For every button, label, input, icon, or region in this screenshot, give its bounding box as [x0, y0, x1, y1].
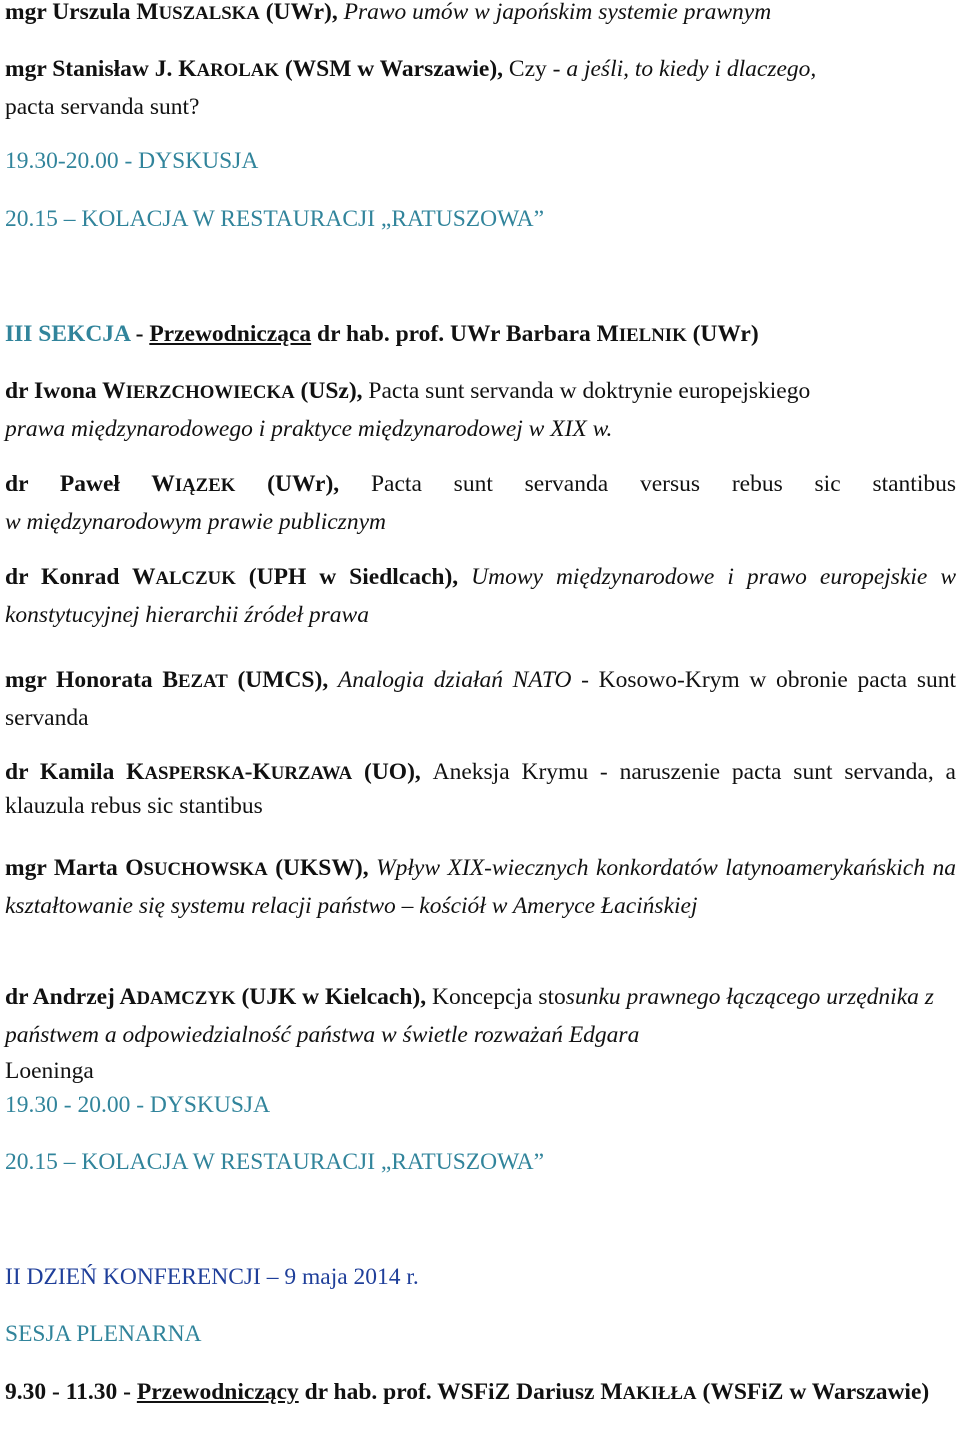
talk-title: Aneksja Krymu - naruszenie pacta sunt servanda, a klauzula rebus sic stantibus: [5, 759, 956, 819]
talk-title-rest: - Kosowo-Krym w obronie pacta sunt servanda: [5, 667, 956, 731]
talk-title-italic: a jeśli, to kiedy i dlaczego,: [566, 56, 817, 82]
talk-title: Pacta sunt servanda versus rebus sic stantibus: [370, 471, 957, 497]
talk-title-plain: Koncepcja sto: [432, 984, 566, 1010]
talk-wiazek: [5, 466, 956, 540]
talk-karolak: [5, 51, 956, 125]
section-3-heading: III SEKCJA - Przewodnicząca dr hab. prof. UWr Barbara MIELNIK (UWr): [5, 321, 759, 347]
discussion-2: 19.30 - 20.00 - DYSKUSJA: [5, 1092, 271, 1118]
talk-title-end: pacta servanda sunt?: [5, 94, 200, 120]
speaker-name: dr Konrad WALCZUK (UPH w Siedlcach),: [5, 564, 472, 590]
speaker-name: dr Kamila KASPERSKA-KURZAWA (UO),: [5, 759, 433, 785]
talk-title: Umowy międzynarodowe i prawo europejskie w konstytucyjnej hierarchii źródeł prawa: [5, 564, 956, 628]
talk-title: Prawo umów w japońskim systemie prawnym: [343, 0, 772, 25]
section-label: III SEKCJA: [5, 321, 130, 347]
speaker-name: dr Andrzej ADAMCZYK (UJK w Kielcach),: [5, 984, 433, 1010]
dinner-1: 20.15 – KOLACJA W RESTAURACJI „RATUSZOWA”: [5, 206, 545, 232]
speaker-name: mgr Stanisław J. KAROLAK (WSM w Warszawie),: [5, 56, 509, 82]
session-time: 9.30 - 11.30 -: [5, 1379, 137, 1405]
day-2-heading: II DZIEŃ KONFERENCJI – 9 maja 2014 r.: [5, 1264, 419, 1290]
dinner-2: 20.15 – KOLACJA W RESTAURACJI „RATUSZOWA”: [5, 1149, 545, 1175]
discussion-1: 19.30-20.00 - DYSKUSJA: [5, 148, 259, 174]
speaker-name: mgr Honorata BEZAT (UMCS),: [5, 667, 338, 693]
talk-title-end: Loeninga: [5, 1058, 94, 1084]
talk-muszalska: [5, 0, 956, 32]
chair-role: Przewodniczący: [136, 1379, 299, 1405]
plenary-chair: 9.30 - 11.30 - Przewodniczący dr hab. prof. WSFiZ Dariusz MAKIŁŁA (WSFiZ w Warszawie): [5, 1379, 930, 1405]
speaker-name: dr Paweł WIĄZEK (UWr),: [5, 471, 371, 497]
talk-title: Pacta sunt servanda w doktrynie europejskiego: [368, 378, 811, 404]
speaker-name: mgr Urszula MUSZALSKA (UWr),: [5, 0, 344, 25]
talk-bezat: [5, 662, 956, 736]
talk-adamczyk: [5, 979, 956, 1089]
plenary-session-heading: SESJA PLENARNA: [5, 1321, 202, 1347]
chair-role: Przewodnicząca: [149, 321, 312, 347]
speaker-name: mgr Marta OSUCHOWSKA (UKSW),: [5, 855, 377, 881]
talk-wierzchowiecka: [5, 373, 956, 447]
talk-title-italic: prawa międzynarodowego i praktyce międzynarodowej w XIX w.: [5, 416, 613, 442]
talk-title: Wpływ XIX-wiecznych konkordatów latynoamerykańskich na kształtowanie się systemu relacji państwo – kościół w Ameryce Łacińskiej: [5, 855, 956, 919]
talk-osuchowska: [5, 850, 956, 924]
talk-title-italic: w międzynarodowym prawie publicznym: [5, 509, 386, 535]
talk-title-italic: Analogia działań NATO: [337, 667, 572, 693]
talk-title-part: Czy -: [508, 56, 567, 82]
speaker-name: dr Iwona WIERZCHOWIECKA (USz),: [5, 378, 369, 404]
talk-kasperska: [5, 756, 956, 822]
talk-title-italic: sunku prawnego łączącego urzędnika z państwem a odpowiedzialność państwa w świetle rozważań Edgara: [5, 984, 934, 1048]
talk-walczuk: [5, 559, 956, 633]
